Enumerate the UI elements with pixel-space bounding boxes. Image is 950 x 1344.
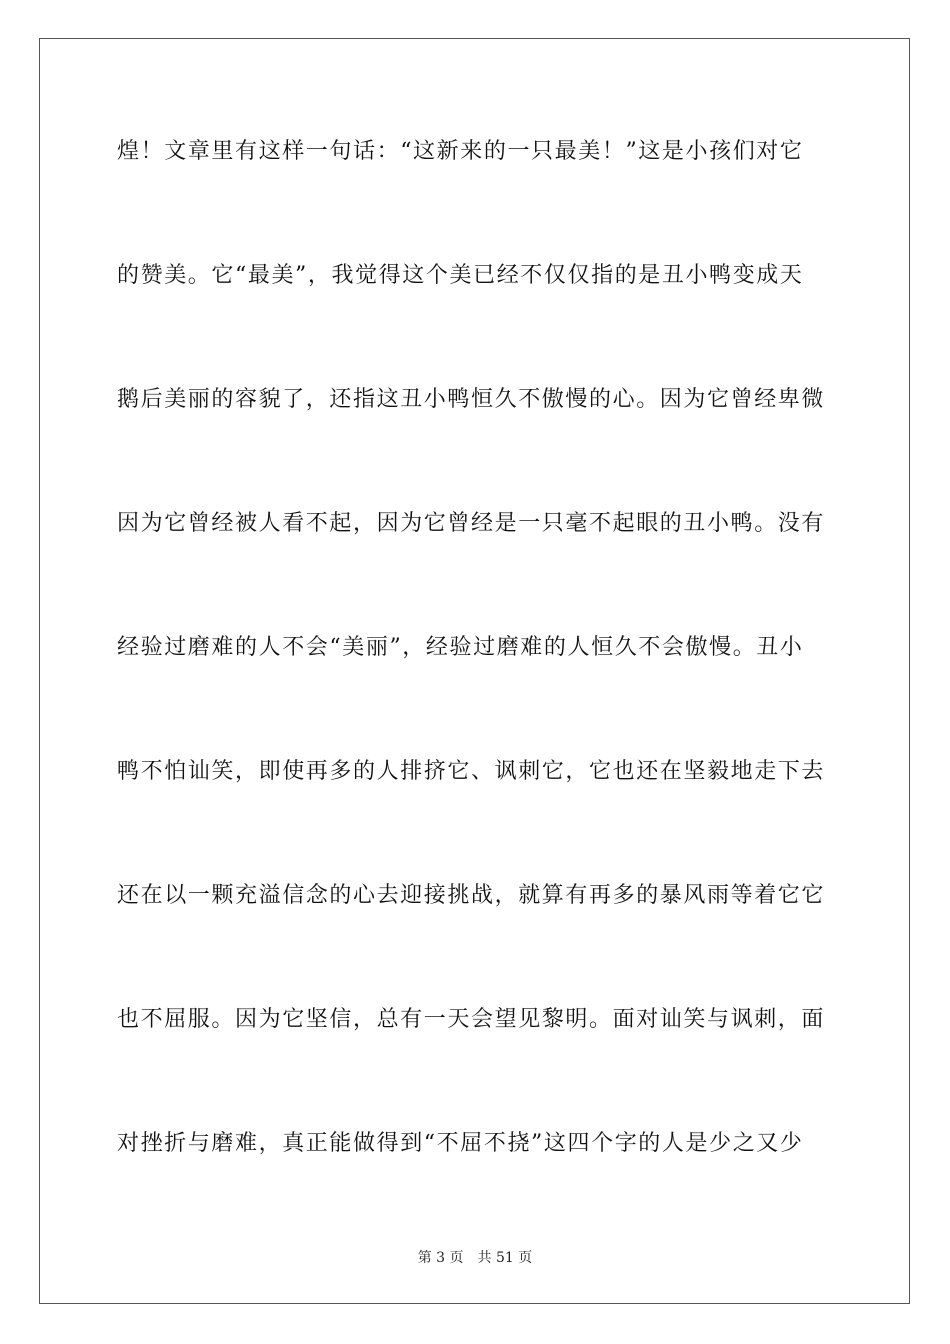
text-line: 也不屈服。因为它坚信，总有一天会望见黎明。面对讪笑与讽刺，面: [117, 1007, 826, 1032]
page-footer: [0, 1248, 950, 1268]
text-line: 因为它曾经被人看不起，因为它曾经是一只毫不起眼的丑小鸭。没有: [117, 511, 826, 536]
text-line: 鹅后美丽的容貌了，还指这丑小鸭恒久不傲慢的心。因为它曾经卑微: [117, 387, 826, 412]
text-line: 煌！文章里有这样一句话：“这新来的一只最美！”这是小孩们对它: [117, 139, 804, 164]
page-total: 共 51 页: [477, 1250, 533, 1266]
text-line: 鸭不怕讪笑，即使再多的人排挤它、讽刺它，它也还在坚毅地走下去: [117, 759, 826, 784]
text-line: 对挫折与磨难，真正能做得到“不屈不挠”这四个字的人是少之又少: [117, 1131, 804, 1156]
document-body: [117, 130, 831, 1246]
text-line: 的赞美。它“最美”，我觉得这个美已经不仅仅指的是丑小鸭变成天: [117, 263, 804, 288]
page-number: 第 3 页: [417, 1250, 464, 1266]
text-line: 还在以一颗充溢信念的心去迎接挑战，就算有再多的暴风雨等着它它: [117, 883, 826, 908]
text-line: 经验过磨难的人不会“美丽”，经验过磨难的人恒久不会傲慢。丑小: [117, 635, 804, 660]
